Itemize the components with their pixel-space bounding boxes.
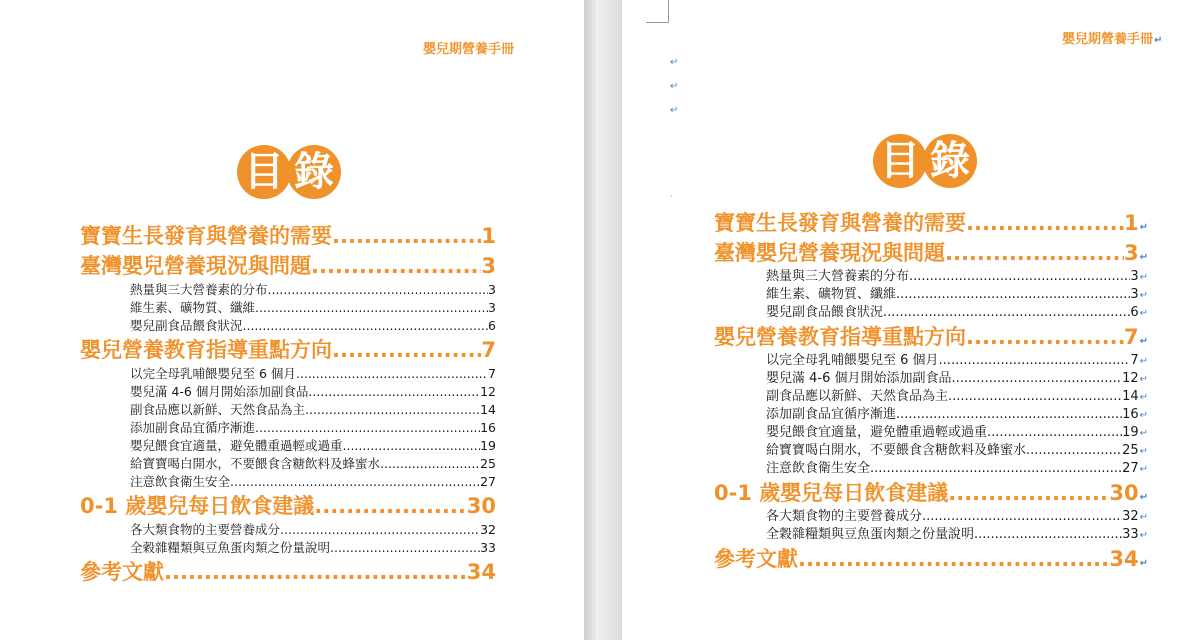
toc-dot-leader (230, 473, 480, 491)
toc-dot-leader (164, 557, 467, 587)
toc-entry-title: 維生素、礦物質、纖維 (766, 287, 897, 302)
toc-page-number: 19 (1122, 425, 1139, 440)
toc-section-entry[interactable] (714, 424, 1148, 442)
running-header-text: 嬰兒期營養手冊 (1062, 32, 1154, 47)
toc-entry-title: 維生素、礦物質、纖維 (130, 300, 256, 315)
page-gutter (596, 0, 622, 640)
toc-section-entry[interactable] (714, 442, 1148, 460)
toc-dot-leader (1026, 442, 1122, 460)
toc-page-number: 30 (1109, 481, 1139, 505)
toc-dot-leader (974, 526, 1122, 544)
page-corner-mark (646, 0, 669, 23)
toc-page-number: 12 (480, 384, 496, 399)
paragraph-mark-icon: ↵ (1139, 558, 1148, 569)
toc-entry-title: 參考文獻 (714, 547, 798, 571)
toc-section-entry (80, 455, 496, 473)
toc-dot-leader (305, 401, 480, 419)
toc-entry-title: 0-1 歲嬰兒每日飲食建議 (714, 481, 949, 505)
toc-entry-title: 給寶寶喝白開水，不要餵食含糖飲料及蜂蜜水 (766, 443, 1027, 458)
paragraph-mark-icon: ↵ (1139, 530, 1148, 541)
toc-section-entry[interactable] (714, 304, 1148, 322)
running-header: 嬰兒期營養手冊 (423, 42, 515, 57)
table-of-contents[interactable] (714, 208, 1148, 574)
toc-section-entry[interactable] (714, 352, 1148, 370)
toc-dot-leader (798, 544, 1109, 574)
toc-page-number: 16 (1122, 407, 1139, 422)
toc-page-number: 27 (1122, 461, 1139, 476)
toc-chapter-entry (80, 251, 496, 281)
toc-page-number: 19 (480, 438, 496, 453)
toc-dot-leader (280, 521, 480, 539)
toc-page-number: 3 (1130, 287, 1139, 302)
toc-dot-leader (952, 370, 1123, 388)
toc-dot-leader (311, 251, 481, 281)
toc-section-entry (80, 281, 496, 299)
paragraph-mark-icon: ↵ (1139, 410, 1148, 421)
paragraph-mark-icon: ↵ (1139, 464, 1148, 475)
toc-page-number: 32 (480, 522, 496, 537)
toc-entry-title: 嬰兒營養教育指導重點方向 (80, 338, 332, 362)
toc-page-number: 7 (481, 338, 496, 362)
paragraph-mark-icon: ↵ (670, 81, 679, 92)
toc-page-number: 6 (488, 318, 496, 333)
toc-entry-title: 添加副食品宜循序漸進 (130, 420, 256, 435)
toc-page-number: 3 (488, 282, 496, 297)
toc-heading-char: 錄 (287, 145, 341, 199)
toc-dot-leader (896, 406, 1122, 424)
toc-section-entry[interactable] (714, 286, 1148, 304)
toc-dot-leader (909, 268, 1130, 286)
toc-dot-leader (296, 365, 488, 383)
toc-page-number: 7 (1130, 353, 1139, 368)
toc-entry-title: 0-1 歲嬰兒每日飲食建議 (80, 494, 315, 518)
toc-entry-title: 注意飲食衛生安全 (766, 461, 871, 476)
toc-entry-title: 熱量與三大營養素的分布 (766, 269, 910, 284)
toc-dot-leader (966, 322, 1124, 352)
table-of-contents (80, 221, 496, 587)
toc-dot-leader (343, 437, 481, 455)
toc-entry-title: 全穀雜糧類與豆魚蛋肉類之份量說明 (130, 540, 331, 555)
toc-page-number: 14 (480, 402, 496, 417)
paragraph-mark-icon: ↵ (1154, 35, 1163, 46)
toc-dot-leader (945, 238, 1124, 268)
toc-dot-leader (870, 460, 1122, 478)
toc-page-number: 3 (481, 254, 496, 278)
toc-heading-char: 目 (237, 145, 291, 199)
toc-chapter-entry[interactable] (714, 322, 1148, 352)
toc-entry-title: 注意飲食衛生安全 (130, 474, 231, 489)
toc-dot-leader (948, 388, 1122, 406)
toc-entry-title: 全穀雜糧類與豆魚蛋肉類之份量說明 (766, 527, 975, 542)
toc-entry-title: 寶寶生長發育與營養的需要 (80, 224, 332, 248)
toc-dot-leader (243, 317, 489, 335)
toc-chapter-entry[interactable] (714, 238, 1148, 268)
running-header[interactable] (1062, 28, 1162, 47)
toc-page-number: 3 (1130, 269, 1139, 284)
toc-page-number: 1 (481, 224, 496, 248)
toc-section-entry (80, 473, 496, 491)
toc-page-number: 33 (480, 540, 496, 555)
toc-dot-leader (966, 208, 1124, 238)
paragraph-mark-icon: ↵ (1139, 374, 1148, 385)
toc-page-number: 32 (1122, 509, 1139, 524)
toc-chapter-entry (80, 557, 496, 587)
anchor-mark-icon: · (670, 192, 673, 201)
toc-chapter-entry (80, 221, 496, 251)
paragraph-mark-icon: ↵ (670, 57, 679, 68)
toc-section-entry (80, 419, 496, 437)
toc-page-number: 3 (488, 300, 496, 315)
pdf-page-preview (0, 0, 584, 640)
toc-dot-leader (332, 335, 481, 365)
paragraph-mark-icon: ↵ (1139, 290, 1148, 301)
toc-section-entry (80, 365, 496, 383)
toc-entry-title: 副食品應以新鮮、天然食品為主 (766, 389, 949, 404)
toc-dot-leader (332, 221, 481, 251)
paragraph-mark-icon: ↵ (1139, 272, 1148, 283)
paragraph-mark-icon: ↵ (1139, 308, 1148, 319)
toc-chapter-entry[interactable] (714, 208, 1148, 238)
toc-dot-leader (380, 455, 480, 473)
toc-page-number: 3 (1123, 241, 1139, 265)
toc-dot-leader (922, 508, 1122, 526)
toc-section-entry[interactable] (714, 370, 1148, 388)
toc-heading-char: 目 (873, 134, 927, 188)
toc-page-number: 6 (1130, 305, 1139, 320)
paragraph-mark-icon: ↵ (1139, 492, 1148, 503)
toc-entry-title: 嬰兒滿 4-6 個月開始添加副食品 (130, 384, 309, 399)
toc-dot-leader (939, 352, 1131, 370)
toc-heading (237, 145, 337, 199)
toc-entry-title: 參考文獻 (80, 560, 164, 584)
toc-page-number: 30 (466, 494, 496, 518)
paragraph-mark-icon: ↵ (1139, 446, 1148, 457)
toc-entry-title: 嬰兒營養教育指導重點方向 (714, 325, 966, 349)
toc-section-entry (80, 383, 496, 401)
toc-page-number: 1 (1123, 211, 1139, 235)
toc-entry-title: 副食品應以新鮮、天然食品為主 (130, 402, 306, 417)
paragraph-mark-icon: ↵ (1139, 336, 1148, 347)
paragraph-mark-icon: ↵ (1139, 392, 1148, 403)
toc-entry-title: 寶寶生長發育與營養的需要 (714, 211, 966, 235)
toc-entry-title: 熱量與三大營養素的分布 (130, 282, 268, 297)
page-gutter (584, 0, 596, 640)
toc-section-entry (80, 299, 496, 317)
toc-section-entry (80, 317, 496, 335)
toc-heading-char: 錄 (923, 134, 977, 188)
paragraph-mark-icon: ↵ (670, 105, 679, 116)
toc-page-number: 33 (1122, 527, 1139, 542)
toc-entry-title: 嬰兒滿 4-6 個月開始添加副食品 (766, 371, 952, 386)
toc-dot-leader (268, 281, 489, 299)
toc-section-entry (80, 401, 496, 419)
toc-dot-leader (948, 478, 1109, 508)
toc-chapter-entry (80, 491, 496, 521)
toc-dot-leader (314, 491, 467, 521)
toc-entry-title: 以完全母乳哺餵嬰兒至 6 個月 (130, 366, 296, 381)
paragraph-mark-icon: ↵ (1139, 512, 1148, 523)
toc-chapter-entry (80, 335, 496, 365)
toc-dot-leader (255, 299, 488, 317)
toc-chapter-entry[interactable] (714, 478, 1148, 508)
toc-page-number: 25 (480, 456, 496, 471)
paragraph-mark-icon: ↵ (1139, 356, 1148, 367)
word-editor-page[interactable] (622, 0, 1200, 640)
toc-entry-title: 給寶寶喝白開水，不要餵食含糖飲料及蜂蜜水 (130, 456, 381, 471)
toc-section-entry (80, 437, 496, 455)
toc-entry-title: 嬰兒副食品餵食狀況 (130, 318, 243, 333)
toc-section-entry[interactable] (714, 526, 1148, 544)
toc-section-entry[interactable] (714, 388, 1148, 406)
toc-chapter-entry[interactable] (714, 544, 1148, 574)
paragraph-mark-icon: ↵ (1139, 222, 1148, 233)
toc-dot-leader (330, 539, 480, 557)
toc-entry-title: 嬰兒餵食宜適量，避免體重過輕或過重 (130, 438, 343, 453)
toc-section-entry (80, 539, 496, 557)
toc-entry-title: 各大類食物的主要營養成分 (766, 509, 923, 524)
toc-entry-title: 臺灣嬰兒營養現況與問題 (80, 254, 311, 278)
toc-entry-title: 以完全母乳哺餵嬰兒至 6 個月 (766, 353, 939, 368)
toc-page-number: 27 (480, 474, 496, 489)
toc-dot-leader (308, 383, 480, 401)
toc-page-number: 16 (480, 420, 496, 435)
toc-entry-title: 各大類食物的主要營養成分 (130, 522, 281, 537)
toc-heading[interactable] (873, 134, 973, 188)
paragraph-mark-icon: ↵ (1139, 252, 1148, 263)
toc-entry-title: 嬰兒餵食宜適量，避免體重過輕或過重 (766, 425, 988, 440)
toc-section-entry[interactable] (714, 406, 1148, 424)
toc-section-entry[interactable] (714, 508, 1148, 526)
toc-dot-leader (896, 286, 1130, 304)
toc-entry-title: 臺灣嬰兒營養現況與問題 (714, 241, 945, 265)
toc-page-number: 25 (1122, 443, 1139, 458)
toc-page-number: 7 (488, 366, 496, 381)
toc-section-entry[interactable] (714, 268, 1148, 286)
toc-page-number: 12 (1122, 371, 1139, 386)
toc-entry-title: 添加副食品宜循序漸進 (766, 407, 897, 422)
toc-dot-leader (255, 419, 480, 437)
toc-dot-leader (883, 304, 1130, 322)
toc-page-number: 34 (1109, 547, 1139, 571)
toc-page-number: 14 (1122, 389, 1139, 404)
toc-dot-leader (987, 424, 1122, 442)
toc-page-number: 34 (466, 560, 496, 584)
paragraph-mark-icon: ↵ (1139, 428, 1148, 439)
toc-section-entry (80, 521, 496, 539)
toc-entry-title: 嬰兒副食品餵食狀況 (766, 305, 884, 320)
toc-section-entry[interactable] (714, 460, 1148, 478)
toc-page-number: 7 (1123, 325, 1139, 349)
